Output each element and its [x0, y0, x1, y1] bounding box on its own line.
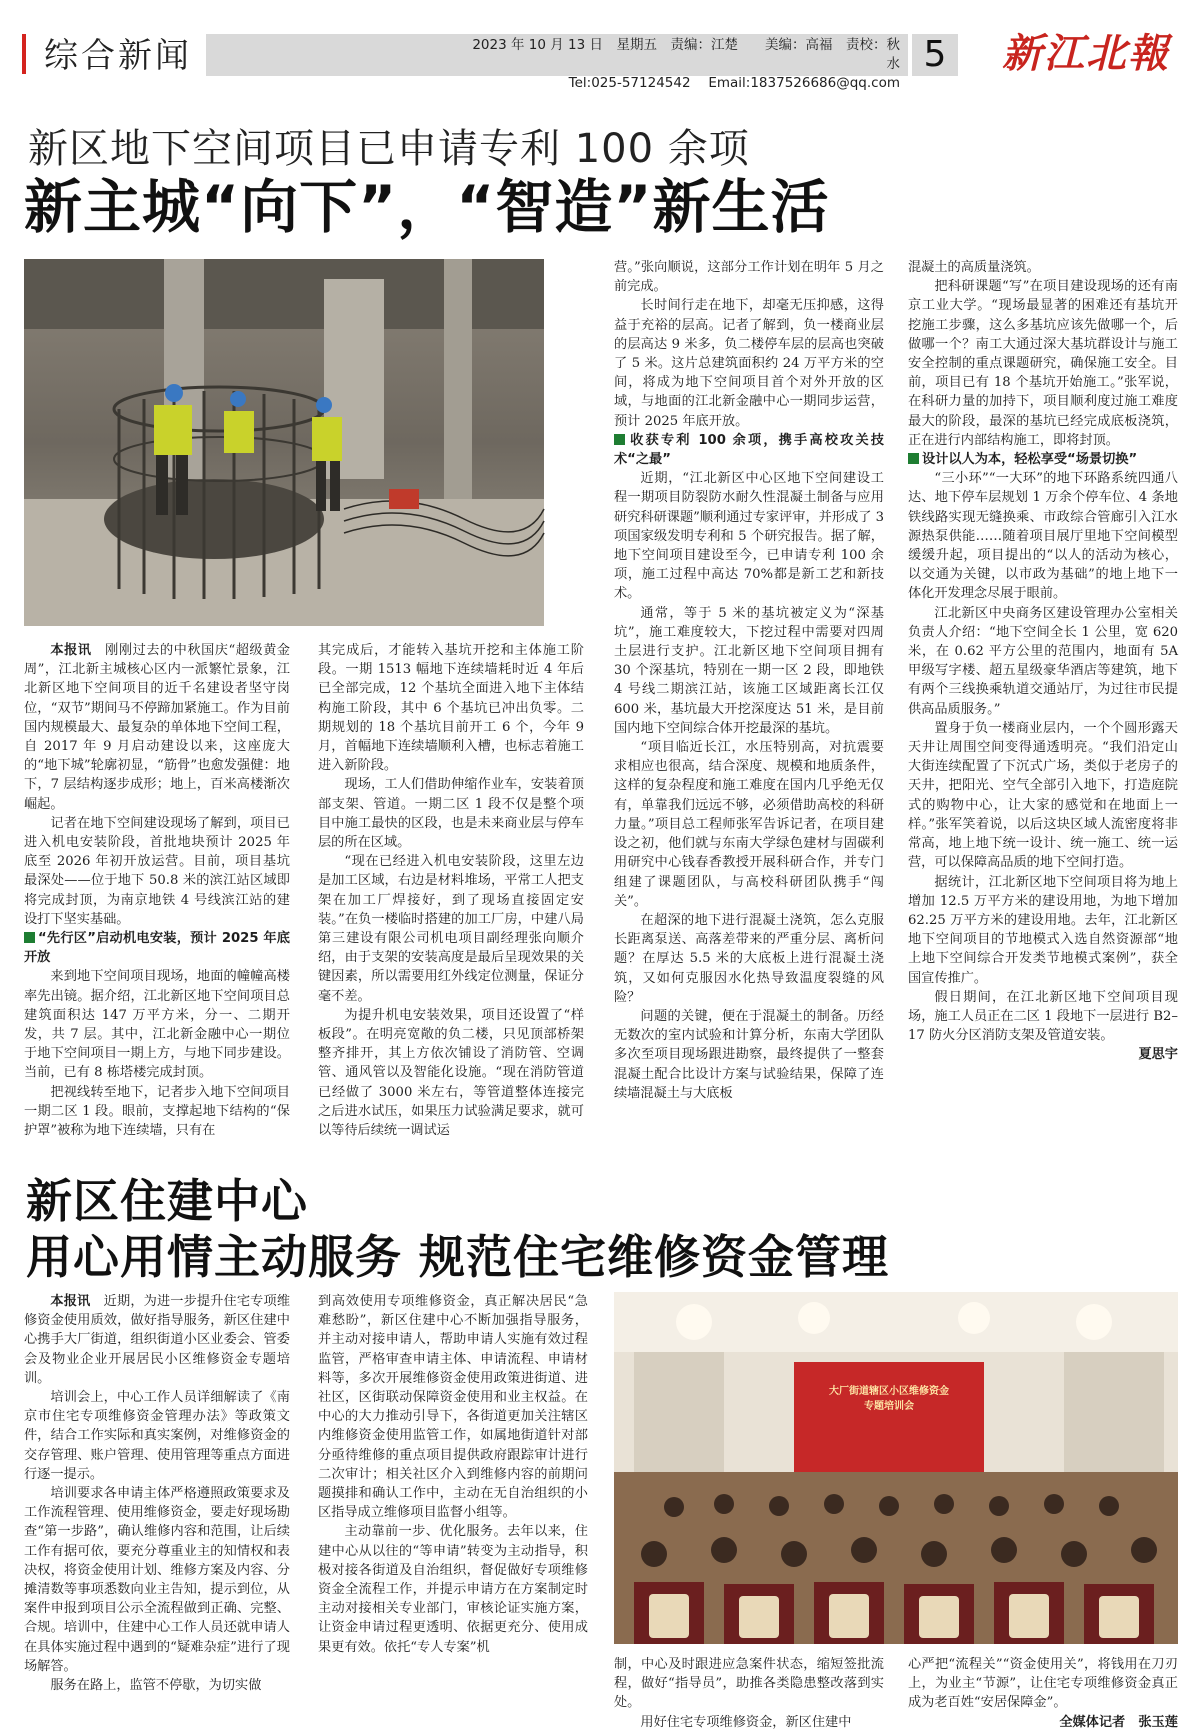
paragraph: 服务在路上，监管不停歇，为切实做 — [50, 1678, 262, 1694]
paragraph: 培训会上，中心工作人员详细解读了《南京市住宅专项维修资金管理办法》等政策文件，结合工作实际和真实案例，对维修资金的交存管理、账户管理、使用管理等重点方面进行逐一提示。 — [24, 1390, 290, 1482]
article1-column-4 — [908, 258, 1178, 1135]
paragraph: 问题的关键，便在于混凝土的制备。历经无数次的室内试验和计算分析，东南大学团队多次至项目现场跟进勘察，最终提供了一整套混凝土配合比设计方案与试验结果，保障了连续墙混凝土与大底板 — [614, 1008, 884, 1101]
article1-lead-tag: 本报讯 — [50, 643, 92, 658]
header-date-line: 2023 年 10 月 13 日 星期五 责编：江楚 美编：高福 责校：秋水 — [472, 37, 900, 72]
paragraph: 把科研课题“写”在项目建设现场的还有南京工业大学。“现场最显著的困难还有基坑开挖施工步骤，这么多基坑应该先做哪一个，后做哪一个？南工大通过深大基坑群设计与施工安全控制的重点课题研究，确保施工安全。目前，项目已有 18 个基坑开始施工。”张军说，在科研力量的加持下，项目顺利度过施工难度最大的阶段，最深的基坑已经完成底板浇筑，正在进行内部结构施工，即将封顶。 — [908, 279, 1178, 448]
article1-subtitle: 新区地下空间项目已申请专利 100 余项 — [28, 126, 750, 172]
section-title: 综合新闻 — [44, 36, 192, 76]
paragraph: 通常，等于 5 米的基坑被定义为“深基坑”，施工难度较大，下挖过程中需要对四周土层进行支护。江北新区地下空间项目拥有 30 个深基坑，特别在一期一区 2 段，即地铁 4 号线二期滨江站，该施工区域距离长江仅 600 米，基坑最大开挖深度达 51 米，是目前国内地下空间综合体开挖最深的基坑。 — [614, 605, 884, 736]
paragraph: 近期，为进一步提升住宅专项维修资金使用质效，做好指导服务，新区住建中心携手大厂街道，组织街道小区业委会、管委会及物业企业开展居民小区维修资金专题培训。 — [24, 1294, 291, 1386]
article2-byline: 全媒体记者 张玉莲 — [1059, 1714, 1178, 1730]
article2-title-line1: 新区住建中心 — [26, 1174, 308, 1228]
paragraph: 心严把“流程关”“资金使用关”，将钱用在刀刃上，为业主“节源”，让住宅专项维修资金真正成为老百姓“安居保障金”。 — [908, 1657, 1178, 1711]
masthead-logo: 新江北報 — [1002, 30, 1170, 77]
subheading: 收获专利 100 余项，携手高校攻关技术“之最” — [614, 431, 884, 469]
article2-photo — [614, 1292, 1178, 1644]
paragraph: 制，中心及时跟进应急案件状态，缩短签批流程，做好“指导员”，助推各类隐患整改落到实处。 — [614, 1657, 884, 1711]
article1-photo — [24, 259, 544, 626]
paragraph: 为提升机电安装效果，项目还设置了“样板段”。在明亮宽敞的负二楼，只见顶部桥架整齐排开，其上方依次铺设了消防管、空调管、通风管以及智能化设施。“现在消防管道已经做了 3000 米左右，等管道整体连接完之后进水试压，如果压力试验满足要求，就可以等待后续统一调试运 — [318, 1007, 584, 1139]
paragraph: 置身于负一楼商业层内，一个个圆形露天天井让周围空间变得通透明亮。“我们沿定山大街连续配置了下沉式广场，类似于老房子的天井，把阳光、空气全部引入地下，打造庭院式的购物中心，让大家的感觉和在地面上一样。”张军笑着说，以后这块区域人流密度将非常高，地上地下统一设计、统一施工、统一运营，可以保障高品质的地下空间打造。 — [908, 720, 1178, 871]
paragraph: 把视线转至地下，记者步入地下空间项目一期二区 1 段。眼前，支撑起地下结构的“保护罩”被称为地下连续墙，只有在 — [24, 1084, 290, 1139]
article1-column-2 — [318, 641, 584, 1139]
article2-column-1 — [24, 1292, 290, 1712]
paragraph: 其完成后，才能转入基坑开挖和主体施工阶段。一期 1513 幅地下连续墙耗时近 4 年后已全部完成，12 个基坑全面进入地下主体结构施工阶段，其中 6 个基坑已冲出负零。二期规划的 18 个基坑目前开工 6 个，今年 9 月，首幅地下连续墙顺利入槽，也标志着施工进入新阶段。 — [318, 643, 584, 774]
paragraph: 用好住宅专项维修资金，新区住建中 — [640, 1714, 852, 1730]
subheading: “先行区”启动机电安装，预计 2025 年底开放 — [24, 929, 290, 967]
article1-title: 新主城“向下”，“智造”新生活 — [24, 173, 830, 241]
paragraph: “三小环”“一大环”的地下环路系统四通八达、地下停车层规划 1 万余个停车位、4 条地铁线路实现无缝换乘、市政综合管廊引入江水源热泵供能……随着项目展厅里地下空间模型缓缓升起，项目提出的“以人的活动为核心，以交通为关键，以市政为基础”的地上地下一体化开发理念尽展于眼前。 — [908, 471, 1178, 602]
paragraph: “现在已经进入机电安装阶段，这里左边是加工区域，右边是材料堆场，平常工人把支架在加工厂焊接好，到了现场直接固定安装。”在负一楼临时搭建的加工厂房，中建八局第三建设有限公司机电项目副经理张向顺介绍，由于支架的安装高度是最后呈现效果的关键因素，所以需要用红外线定位测量，保证分毫不差。 — [318, 854, 584, 1004]
header-info — [460, 36, 900, 93]
paragraph: 混凝土的高质量浇筑。 — [908, 260, 1040, 275]
construction-site-illustration — [24, 259, 544, 626]
paragraph: 长时间行走在地下，却毫无压抑感，这得益于充裕的层高。记者了解到，负一楼商业层的层高达 9 米多，负二楼停车层的层高也突破了 5 米。这片总建筑面积约 24 万平方米的空间，将成为地下空间项目首个对外开放的区域，与地面的江北新金融中心一期同步运营，预计 2025 年底开放。 — [614, 298, 884, 429]
article2-column-2 — [318, 1292, 588, 1712]
page-header — [0, 0, 1200, 90]
paragraph: 假日期间，在江北新区地下空间项目现场，施工人员正在二区 1 段地下一层进行 B2–17 防火分区消防支架及管道安装。 — [908, 989, 1178, 1044]
paragraph: 现场，工人们借助伸缩作业车，安装着顶部支架、管道。一期二区 1 段不仅是整个项目中施工最快的区段，也是未来商业层与停车层的所在区域。 — [318, 777, 584, 851]
paragraph: 主动靠前一步、优化服务。去年以来，住建中心从以往的“等申请”转变为主动指导，积极对接各街道及自治组织，督促做好专项维修资金全流程工作，并提示申请方在方案制定时主动对接相关专业部门，审核论证实施方案，让资金申请过程更透明、依据更充分、使用成果更有效。依托“专人专案”机 — [318, 1524, 588, 1655]
meeting-banner — [794, 1384, 984, 1414]
paragraph: 营。”张向顺说，这部分工作计划在明年 5 月之前完成。 — [614, 260, 884, 295]
article2-lead-tag: 本报讯 — [50, 1294, 91, 1309]
training-meeting-illustration — [614, 1292, 1178, 1644]
subheading: 设计以人为本，轻松享受“场景切换” — [908, 450, 1178, 469]
paragraph: 近期，“江北新区中心区地下空间建设工程一期项目防裂防水耐久性混凝土制备与应用研究科研课题”顺利通过专家评审，并形成了 3 项国家级发明专利和 5 个研究报告。据了解，地下空间项目建设至今，已申请专利 100 余项，施工过程中高达 70%都是新工艺和新技术。 — [614, 471, 884, 602]
article1-column-1 — [24, 641, 290, 1139]
paragraph: 记者在地下空间建设现场了解到，项目已进入机电安装阶段，首批地块预计 2025 年底至 2026 年初开放运营。目前，项目基坑最深处——位于地下 50.8 米的滨江站区域即将完成封顶，为南京地铁 4 号线滨江站的建设打下坚实基础。 — [24, 815, 290, 927]
article2-column-3 — [614, 1655, 884, 1730]
paragraph: 在超深的地下进行混凝土浇筑，怎么克服长距离泵送、高落差带来的严重分层、离析问题？在厚达 5.5 米的大底板上进行混凝土浇筑，又如何克服因水化热导致温度裂缝的风险？ — [614, 912, 884, 1005]
paragraph: 江北新区中央商务区建设管理办公室相关负责人介绍：“地下空间全长 1 公里，宽 620 米，在 0.62 平方公里的范围内，地面有 5A 甲级写字楼、超五星级豪华酒店等建筑，地下有两个三线换乘轨道交通站厅，为过往市民提供高品质服务。” — [908, 605, 1178, 717]
header-contact-line: Tel:025-57124542 Email:1837526686@qq.com — [568, 75, 900, 91]
paragraph: 据统计，江北新区地下空间项目将为地上增加 12.5 万平方米的建设用地，为地下增加 62.25 万平方米的建设用地。去年，江北新区地下空间项目的节地模式入选自然资源部“地上地下空间综合开发类节地模式案例”，获全国宣传推广。 — [908, 874, 1178, 986]
meeting-banner-line2: 专题培训会 — [864, 1401, 914, 1412]
article2-title-line2: 用心用情主动服务 规范住宅维修资金管理 — [26, 1230, 890, 1284]
meeting-banner-line1: 大厂街道辖区小区维修资金 — [829, 1386, 949, 1397]
article1-column-3 — [614, 258, 884, 1135]
paragraph: 培训要求各申请主体严格遵照政策要求及工作流程管理、使用维修资金，要走好现场勘查“第一步路”，确认维修内容和范围，让后续工作有据可依，要充分尊重业主的知情权和表决权，将资金使用计划、维修方案及内容、分摊清数等事项悉数向业主告知，提示到位，从案件申报到项目公示全流程做到正确、完整、合规。培训中，住建中心工作人员还就申请人在具体实施过程中遇到的“疑难杂症”进行了现场解答。 — [24, 1486, 290, 1674]
paragraph: 来到地下空间项目现场，地面的幢幢高楼率先出镜。据介绍，江北新区地下空间项目总建筑面积达 147 万平方米，分一、二期开发，共 7 层。其中，江北新金融中心一期位于地下空间项目一期上方，与地下同步建设。当前，已有 8 栋塔楼完成封顶。 — [24, 969, 290, 1081]
article2-column-4 — [908, 1655, 1178, 1730]
article1-byline: 夏思宇 — [1138, 1047, 1178, 1063]
paragraph: 到高效使用专项维修资金，真正解决居民“急难愁盼”，新区住建中心不断加强指导服务，并主动对接申请人，帮助申请人实施有效过程监管，严格审查申请主体、申请流程、申请材料等，多次开展维修资金使用政策进街道、进社区，区街联动保障资金使用和业主权益。在中心的大力推动引导下，各街道更加关注辖区内维修资金使用监管工作，如属地街道针对部分亟待维修的重点项目提供政府跟踪审计进行二次审计；相关社区介入到维修内容的前期问题摸排和确认工作中，主动在无自治组织的小区指导成立维修项目监督小组等。 — [318, 1294, 588, 1521]
paragraph: 刚刚过去的中秋国庆“超级黄金周”，江北新主城核心区内一派繁忙景象，江北新区地下空间项目的近千名建设者坚守岗位，“双节”期间马不停蹄加紧施工。作为目前国内规模最大、最复杂的单体地下空间工程，自 2017 年 9 月启动建设以来，这座庞大的“地下城”轮廓初显，“筋骨”也愈发强健：地下，7 层结构逐步成形；地上，百米高楼渐次崛起。 — [24, 643, 290, 812]
section-accent-bar — [22, 34, 26, 74]
page-number: 5 — [923, 34, 947, 75]
paragraph: “项目临近长江，水压特别高，对抗震要求相应也很高，结合深度、规模和地质条件，这样的复杂程度和施工难度在国内几乎绝无仅有，单靠我们远远不够，必须借助高校的科研力量。”项目总工程师张军告诉记者，在项目建设之初，他们就与东南大学绿色建材与固碳利用研究中心钱春香教授开展科研合作，并专门组建了课题团队，与高校科研团队携手“闯关”。 — [614, 740, 884, 909]
